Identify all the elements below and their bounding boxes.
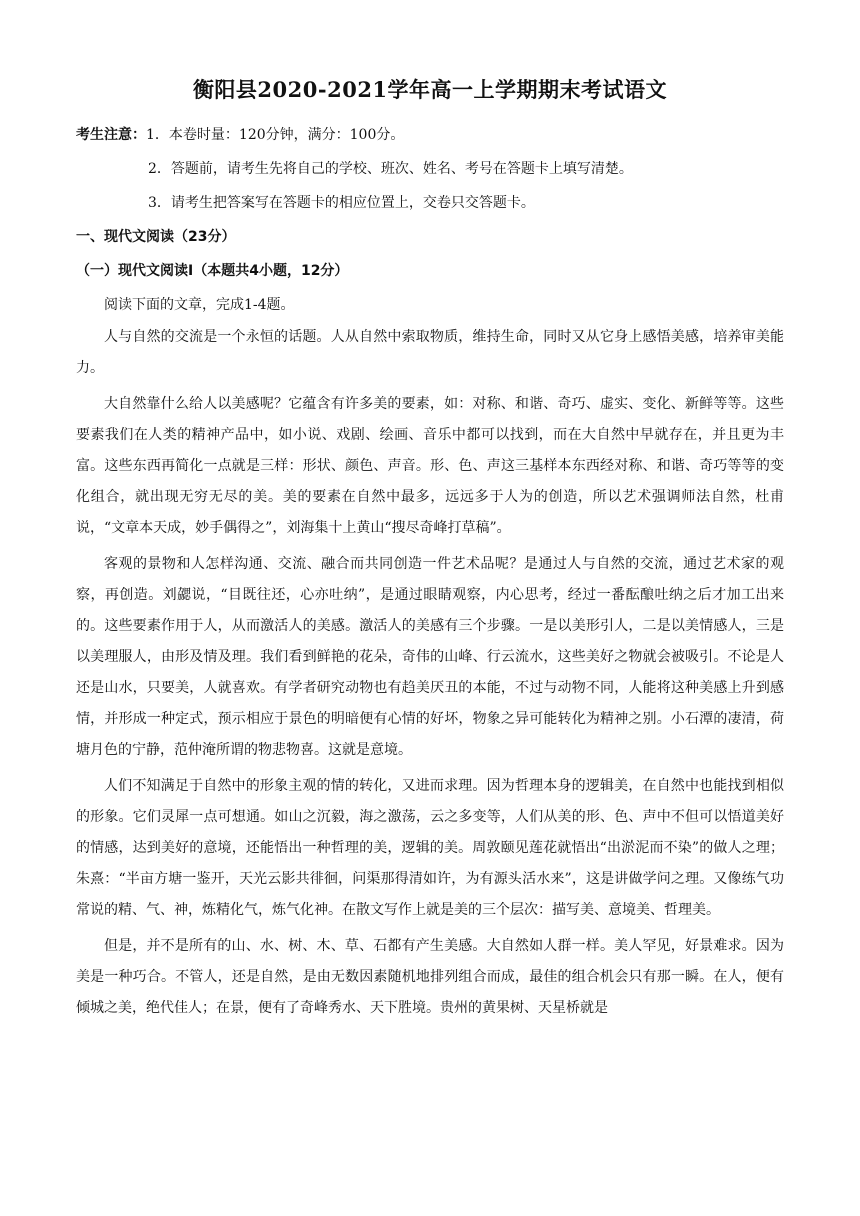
passage-paragraph-4: 人们不知满足于自然中的形象主观的情的转化，又进而求理。因为哲理本身的逻辑美，在自然中也能找到相似的形象。它们灵犀一点可想通。如山之沉毅，海之激荡，云之多变等，人们从美的形、色、声中不但可以悟道美好的情感，达到美好的意境，还能悟出一种哲理的美，逻辑的美。周敦颐见莲花就悟出“出淤泥而不染”的做人之理；朱熹：“半亩方塘一鉴开，天光云影共徘徊，问渠那得清如许，为有源头活水来”，这是讲做学问之理。又像练气功常说的精、气、神，炼精化气，炼气化神。在散文写作上就是美的三个层次：描写美、意境美、哲理美。 <box>76 778 784 918</box>
passage <box>76 322 784 1024</box>
passage-paragraph-5: 但是，并不是所有的山、水、树、木、草、石都有产生美感。大自然如人群一样。美人罕见，好景难求。因为美是一种巧合。不管人，还是自然，是由无数因素随机地排列组合而成，最佳的组合机会只有那一瞬。在人，便有倾城之美，绝代佳人；在景，便有了奇峰秀水、天下胜境。贵州的黄果树、天星桥就是 <box>76 938 784 1016</box>
reading-instruction: 阅读下面的文章，完成1-4题。 <box>104 297 295 313</box>
notice-row-1 <box>76 118 784 152</box>
notice-item-3: 3．请考生把答案写在答题卡的相应位置上，交卷只交答题卡。 <box>148 195 535 211</box>
passage-paragraph-2: 大自然靠什么给人以美感呢？它蕴含有许多美的要素，如：对称、和谐、奇巧、虚实、变化、新鲜等等。这些要素我们在人类的精神产品中，如小说、戏剧、绘画、音乐中都可以找到，而在大自然中早就存在，并且更为丰富。这些东西再简化一点就是三样：形状、颜色、声音。形、色、声这三基样本东西经对称、和谐、奇巧等等的变化组合，就出现无穷无尽的美。美的要素在自然中最多，远远多于人为的创造，所以艺术强调师法自然，杜甫说，“文章本天成，妙手偶得之”，刘海集十上黄山“搜尽奇峰打草稿”。 <box>76 396 784 536</box>
notice-row-3 <box>76 186 784 220</box>
candidate-notice <box>76 118 784 220</box>
passage-paragraph-3: 客观的景物和人怎样沟通、交流、融合而共同创造一件艺术品呢？是通过人与自然的交流，通过艺术家的观察，再创造。刘勰说，“目既往还，心亦吐纳”，是通过眼睛观察，内心思考，经过一番酝酿吐纳之后才加工出来的。这些要素作用于人，从而激活人的美感。激活人的美感有三个步骤。一是以美形引人，二是以美情感人，三是以美理服人，由形及情及理。我们看到鲜艳的花朵，奇伟的山峰、行云流水，这些美好之物就会被吸引。不论是人还是山水，只要美，人就喜欢。有学者研究动物也有趋美厌丑的本能，不过与动物不同，人能将这种美感上升到感情，并形成一种定式，预示相应于景色的明暗便有心情的好坏，物象之异可能转化为精神之别。小石潭的凄清，荷塘月色的宁静，范仲淹所谓的物悲物喜。这就是意境。 <box>76 556 784 758</box>
section-heading: 一、现代文阅读（23分） <box>76 229 236 245</box>
exam-title: 衡阳县2020-2021学年高一上学期期末考试语文 <box>192 77 668 102</box>
notice-row-2 <box>76 152 784 186</box>
notice-item-1: 1．本卷时量：120分钟，满分：100分。 <box>146 127 405 143</box>
notice-item-2: 2．答题前，请考生先将自己的学校、班次、姓名、考号在答题卡上填写清楚。 <box>148 161 633 177</box>
subsection-heading: （一）现代文阅读Ⅰ（本题共4小题，12分） <box>76 263 349 279</box>
notice-label: 考生注意： <box>76 127 146 143</box>
passage-paragraph-1: 人与自然的交流是一个永恒的话题。人从自然中索取物质，维持生命，同时又从它身上感悟美感，培养审美能力。 <box>76 329 784 376</box>
